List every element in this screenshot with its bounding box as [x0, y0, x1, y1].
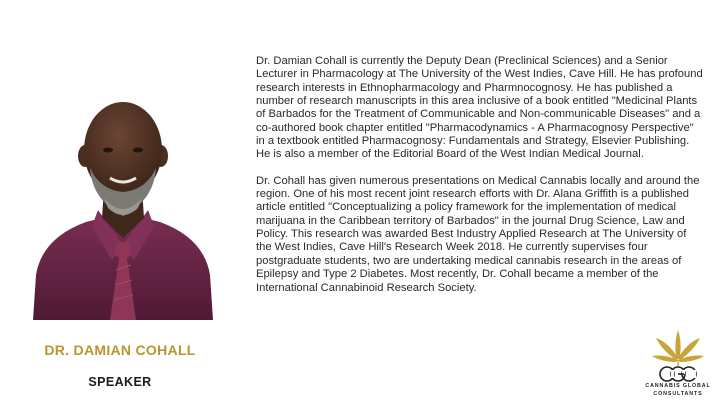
speaker-photo — [28, 70, 218, 320]
logo-text-line1: CANNABIS GLOBAL — [645, 383, 711, 389]
speaker-bio — [256, 55, 704, 308]
logo-text-line2: CONSULTANTS — [653, 391, 703, 397]
bio-paragraph: Dr. Damian Cohall is currently the Deputy Dean (Preclinical Sciences) and a Senior Lecturer in Pharmacology at The University of the West Indies, Cave Hill. He has profound research interests in Ethnopharmacology and Pharmnocognosy. He has published a number of research manuscripts in this area inclusive of a book entitled "Medicinal Plants of Barbados for the Treatment of Communicable and Non-communicable Diseases" and a co-authored book chapter entitled "Pharmacodynamics - A Pharmacognosy Perspective" in a textbook entitled Pharmacognosy: Fundamentals and Strategy, Elsevier Publishing. He is also a member of the Editorial Board of the West Indian Medical Journal. — [256, 55, 703, 161]
bio-paragraph: Dr. Cohall has given numerous presentations on Medical Cannabis locally and around the region. One of his most recent joint research efforts with Dr. Alana Griffith is a published article entitled "Conceptualizing a policy framework for the implementation of medical marijuana in the Caribbean territory of Barbados" in the journal Drug Science, Law and Policy. This research was awarded Best Industry Applied Research at The University of the West Indies, Cave Hill's Research Week 2018. He currently supervises four postgraduate students, two are undertaking medical cannabis research in the areas of Epilepsy and Type 2 Diabetes. Most recently, Dr. Cohall became a member of the International Cannabinoid Research Society. — [256, 174, 700, 294]
speaker-name: DR. DAMIAN COHALL — [44, 342, 196, 358]
cannabis-global-consultants-logo — [640, 328, 716, 402]
cannabis-leaf-icon — [640, 328, 716, 384]
speaker-role: SPEAKER — [88, 375, 152, 389]
